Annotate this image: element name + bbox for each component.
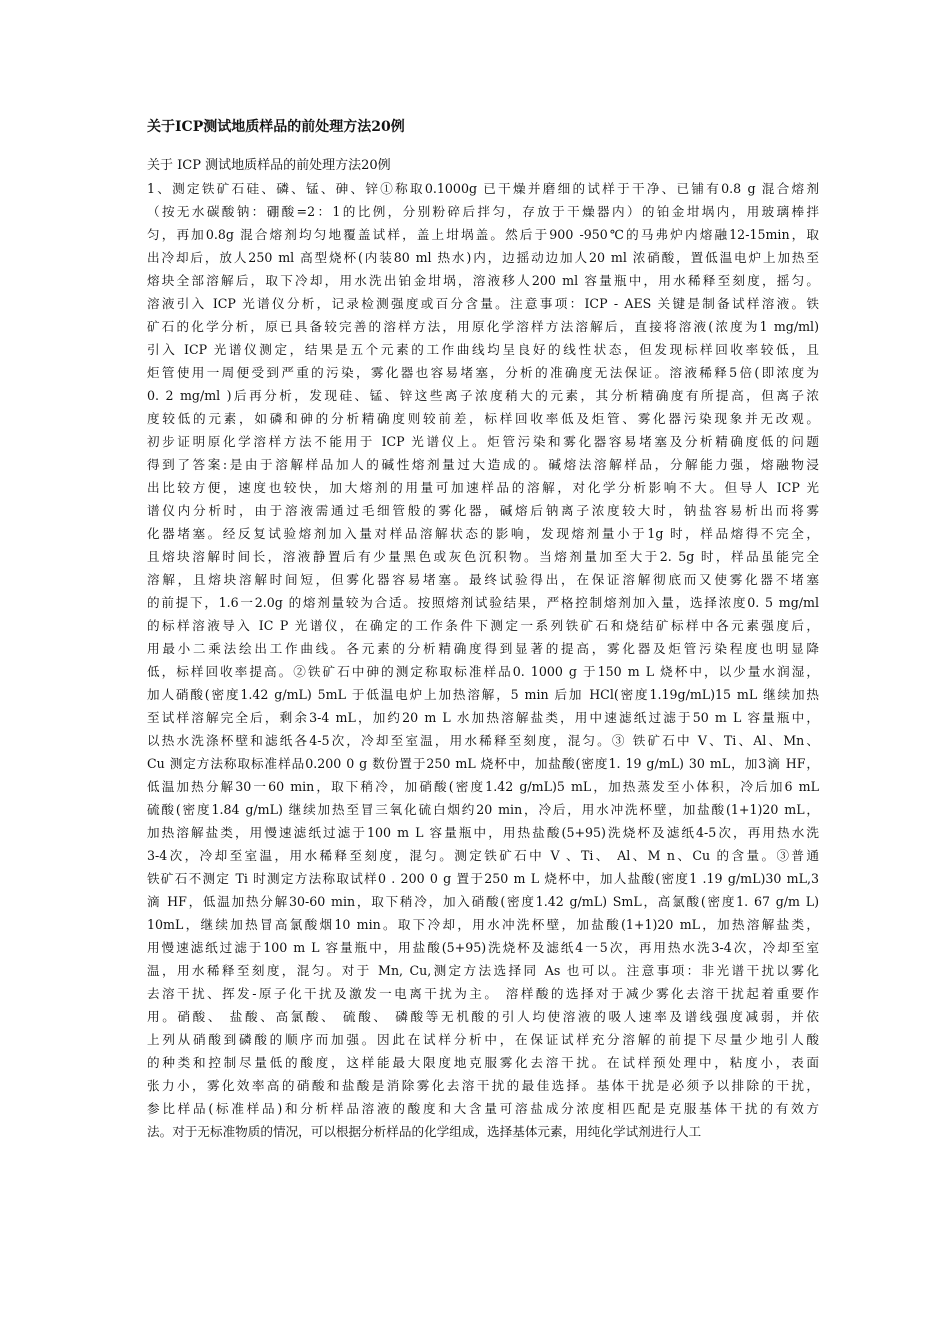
text-line: 出比较方便，速度也较快，加大熔剂的用量可加速样品的溶解，对化学分析影响不大。但导人 ICP 光: [147, 480, 819, 495]
title-part-1: 关于: [147, 119, 175, 135]
text-line: 滴 HF，低温加热分解30-60 min，取下稍冷，加入硝酸(密度1.42 g/mL) SmL，高氯酸(密度1. 67 g/m L): [147, 894, 819, 909]
text-line: 溶液引入 ICP 光谱仪分析，记录检测强度或百分含量。注意事项：ICP - AES 关键是制备试样溶液。铁: [147, 296, 819, 311]
text-line: 用最小二乘法绘出工作曲线。各元素的分析精确度得到显著的提高，雾化器及炬管污染程度也明显降: [147, 641, 819, 656]
text-line: 1、测定铁矿石硅、磷、锰、砷、锌①称取0.1000g 已干燥并磨细的试样于干净、已铺有0.8 g 混合熔剂: [147, 181, 819, 196]
text-line: 去溶干扰、挥发-原子化干扰及激发一电离干扰为主。 溶样酸的选择对于减少雾化去溶干扰起着重要作: [147, 986, 819, 1001]
text-line: 以热水洗涤杯壁和滤纸各4-5次，冷却至室温，用水稀释至刻度，混匀。③ 铁矿石中 V、Ti、Al、Mn、: [147, 733, 819, 748]
text-line: 矿石的化学分析，原已具备较完善的溶样方法，用原化学溶样方法溶解后，直接将溶液(浓度为1 mg/ml): [147, 319, 819, 334]
text-line: 温，用水稀释至刻度，混匀。对于 Mn, Cu,测定方法选择同 As 也可以。注意事项：非光谱干扰以雾化: [147, 963, 819, 978]
title-part-5: 例: [390, 119, 405, 135]
text-line: Cu 测定方法称取标准样品0.200 0 g 数份置于250 mL 烧杯中，加盐酸(密度1. 19 g/mL) 30 mL，加3滴 HF，: [147, 756, 819, 771]
text-line: 的种类和控制尽量低的酸度，这样能最大限度地克服雾化去溶干扰。在试样预处理中，粘度小，表面: [147, 1055, 819, 1070]
text-line: 出冷却后，放人250 ml 高型烧杯(内装80 ml 热水)内，边摇动边加人20 ml 浓硝酸，置低温电炉上加热至: [147, 250, 819, 265]
text-line: 用。硝酸、 盐酸、高氯酸、 硫酸、 磷酸等无机酸的引人均使溶液的吸人速率及谱线强度减弱，并依: [147, 1009, 819, 1024]
text-line: 用慢速滤纸过滤于100 m L 容量瓶中，用盐酸(5+95)洗烧杯及滤纸4一5次，再用热水洗3-4次，冷却至室: [147, 940, 819, 955]
text-line: 铁矿石不测定 Ti 时测定方法称取试样0 . 200 0 g 置于250 m L 烧杯中，加人盐酸(密度1 .19 g/mL)30 mL,3: [147, 871, 819, 886]
text-line: 法。对于无标准物质的情况，可以根据分析样品的化学组成，选择基体元素，用纯化学试剂进行人工: [147, 1124, 702, 1139]
body-paragraph: [147, 177, 819, 1143]
text-line: 匀，再加0.8g 混合熔剂均匀地覆盖试样，盖上坩埚盖。然后于900 -950℃的马弗炉内熔融12-15min，取: [147, 227, 819, 242]
text-line: 的标样溶液导入 IC P 光谱仪，在确定的工作条件下测定一系列铁矿石和烧结矿标样中各元素强度后，: [147, 618, 819, 633]
text-line: 上列从硝酸到磷酸的顺序而加强。因此在试样分析中，在保证试样充分溶解的前提下尽量少地引人酸: [147, 1032, 819, 1047]
text-line: 度较低的元素，如磷和砷的分析精确度则较前差，标样回收率低及炬管、雾化器污染现象并无改观。: [147, 411, 819, 426]
text-line: 至试样溶解完全后，剩余3-4 mL，加约20 m L 水加热溶解盐类，用中速滤纸过滤于50 m L 容量瓶中，: [147, 710, 819, 725]
text-line: 谱仪内分析时，由于溶液需通过毛细管般的雾化器，碱熔后钠离子浓度较大时，钠盐容易析出而将雾: [147, 503, 819, 518]
document-title: [147, 116, 405, 138]
text-line: 0. 2 mg/ml )后再分析，发现硅、锰、锌这些离子浓度稍大的元素，其分析精确度有所提高，但离子浓: [147, 388, 819, 403]
text-line: 得到了答案:是由于溶解样品加人的碱性熔剂量过大造成的。碱熔法溶解样品，分解能力强，熔融物浸: [147, 457, 819, 472]
title-part-2: ICP: [175, 119, 204, 135]
text-line: 张力小，雾化效率高的硝酸和盐酸是消除雾化去溶干扰的最佳选择。基体干扰是必须予以排除的干扰，: [147, 1078, 819, 1093]
title-part-4: 20: [371, 119, 391, 135]
text-line: 熔块全部溶解后，取下冷却，用水洗出铂金坩埚，溶液移人200 ml 容量瓶中，用水稀释至刻度，摇匀。: [147, 273, 819, 288]
text-line: 且熔块溶解时间长，溶液静置后有少量黑色或灰色沉积物。当熔剂量加至大于2. 5g 时，样品虽能完全: [147, 549, 819, 564]
text-line: 溶解，且熔块溶解时间短，但雾化器容易堵塞。最终试验得出，在保证溶解彻底而又使雾化器不堵塞: [147, 572, 819, 587]
text-line: 引入 ICP 光谱仪测定，结果是五个元素的工作曲线均呈良好的线性状态，但发现标样回收率较低，且: [147, 342, 819, 357]
title-part-3: 测试地质样品的前处理方法: [203, 119, 372, 135]
text-line: 化器堵塞。经反复试验熔剂加入量对样品溶解状态的影响，发现熔剂量小于1g 时，样品熔得不完全，: [147, 526, 819, 541]
text-line: 炬管使用一周便受到严重的污染，雾化器也容易堵塞，分析的准确度无法保证。溶液稀释5倍(即浓度为: [147, 365, 819, 380]
text-line: 加人硝酸(密度1.42 g/mL) 5mL 于低温电炉上加热溶解，5 min 后加 HCl(密度1.19g/mL)15 mL 继续加热: [147, 687, 819, 702]
text-line: 3-4次，冷却至室温，用水稀释至刻度，混匀。测定铁矿石中 V 、Ti、 Al、M n、Cu 的含量。③普通: [147, 848, 819, 863]
text-line: 初步证明原化学溶样方法不能用于 ICP 光谱仪上。炬管污染和雾化器容易堵塞及分析精确度低的问题: [147, 434, 819, 449]
text-line: （按无水碳酸钠：硼酸=2：1的比例，分别粉碎后拌匀，存放于干燥器内）的铂金坩埚内，用玻璃棒拌: [147, 204, 819, 219]
text-line: 硫酸(密度1.84 g/mL) 继续加热至冒三氧化硫白烟约20 min，冷后，用水冲洗杯壁，加盐酸(1+1)20 mL，: [147, 802, 819, 817]
text-line: 加热溶解盐类，用慢速滤纸过滤于100 m L 容量瓶中，用热盐酸(5+95)洗烧杯及滤纸4-5次，再用热水洗: [147, 825, 819, 840]
text-line: 的前提下，1.6一2.0g 的熔剂量较为合适。按照熔剂试验结果，严格控制熔剂加入量，选择浓度0. 5 mg/ml: [147, 595, 819, 610]
text-line: 低，标样回收率提高。②铁矿石中砷的测定称取标准样品0. 1000 g 于150 m L 烧杯中，以少量水润湿，: [147, 664, 819, 679]
text-line: 10mL，继续加热冒高氯酸烟10 min。取下冷却，用水冲洗杯壁，加盐酸(1+1)20 mL，加热溶解盐类，: [147, 917, 819, 932]
document-subtitle: 关于 ICP 测试地质样品的前处理方法20例: [147, 158, 391, 173]
text-line: 参比样品(标准样品)和分析样品溶液的酸度和大含量可溶盐成分浓度相匹配是克服基体干扰的有效方: [147, 1101, 819, 1116]
text-line: 低温加热分解30一60 min，取下稍冷，加硝酸(密度1.42 g/mL)5 mL，加热蒸发至小体积，冷后加6 mL: [147, 779, 819, 794]
